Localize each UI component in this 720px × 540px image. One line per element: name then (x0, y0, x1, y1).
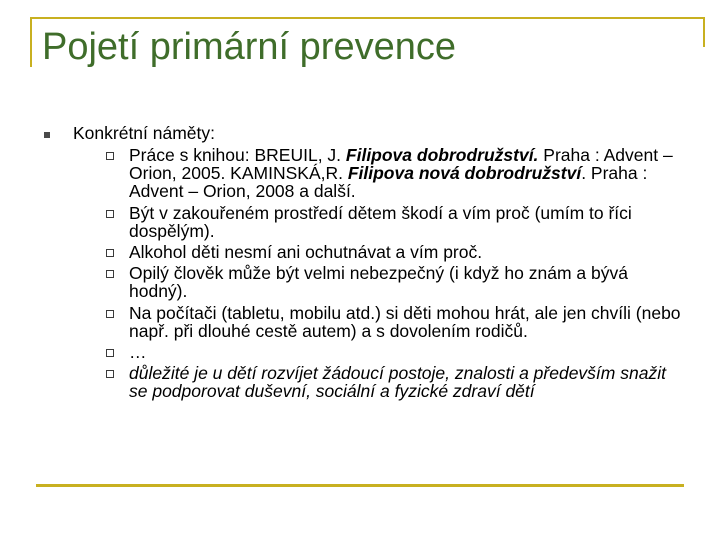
hollow-square-bullet-icon (106, 310, 114, 318)
top-border-line (30, 17, 705, 19)
list-item (73, 204, 682, 240)
list-item (73, 264, 682, 300)
hollow-square-bullet-icon (106, 210, 114, 218)
item-text: Být v zakouřeném prostředí dětem škodí a vím proč (umím to říci dospělým). (129, 202, 632, 241)
item-text: … (129, 342, 147, 363)
slide-content (42, 124, 682, 404)
list-item (73, 343, 682, 361)
hollow-square-bullet-icon (106, 370, 114, 378)
item-text-part: Práce s knihou: BREUIL, J. (129, 145, 346, 165)
slide-title: Pojetí primární prevence (42, 26, 456, 68)
list-item (73, 243, 682, 261)
item-text-part: . Praha : Advent – Orion, 2008 a další. (129, 163, 648, 202)
right-border-line (703, 17, 705, 47)
list-item (73, 146, 682, 201)
bottom-border-line (36, 484, 684, 487)
square-bullet-icon (44, 132, 50, 138)
item-text-part: Praha : Advent – Orion, 2005. KAMINSKÁ,R. (129, 145, 673, 184)
hollow-square-bullet-icon (106, 249, 114, 257)
item-text: Opilý člověk může být velmi nebezpečný (i když ho znám a bývá hodný). (129, 263, 628, 302)
bullet-level1 (42, 124, 682, 401)
item-text: Alkohol děti nesmí ani ochutnávat a vím proč. (129, 242, 483, 263)
item-text: důležité je u dětí rozvíjet žádoucí postoje, znalosti a především snažit se podporovat duševní, sociální a fyzické zdraví dětí (129, 363, 666, 402)
list-item (73, 304, 682, 340)
hollow-square-bullet-icon (106, 270, 114, 278)
book-title: Filipova dobrodružství. (345, 145, 539, 165)
list-item (73, 364, 682, 400)
item-text: Na počítači (tabletu, mobilu atd.) si děti mohou hrát, ale jen chvíli (nebo např. při dlouhé cestě autem) a s dovolením rodičů. (129, 302, 681, 341)
bullet-heading: Konkrétní náměty: (73, 123, 216, 143)
hollow-square-bullet-icon (106, 152, 114, 160)
left-border-line (30, 17, 32, 67)
sub-bullet-list (73, 146, 682, 401)
book-title: Filipova nová dobrodružství (347, 163, 582, 184)
hollow-square-bullet-icon (106, 349, 114, 357)
